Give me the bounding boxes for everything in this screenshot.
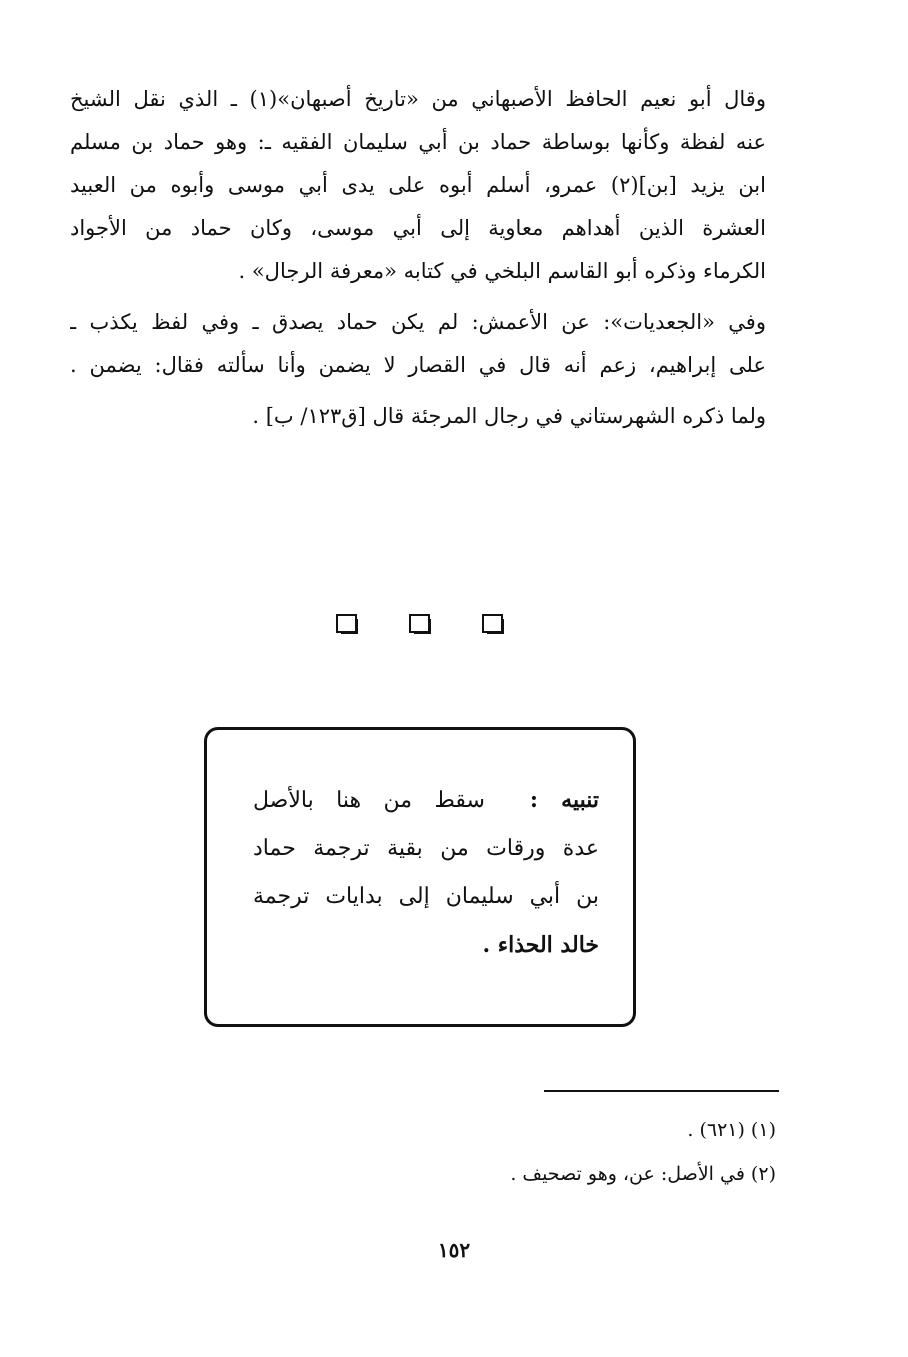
text-line: العشرة الذين أهداهم معاوية إلى أبي موسى، وكان حماد من الأجواد (70, 216, 766, 240)
notice-text (253, 776, 599, 969)
notice-line-1 (253, 776, 599, 825)
notice-line: خالد الحذاء . (482, 932, 599, 958)
footnote-1: (١) (٦٢١) . (687, 1119, 776, 1141)
section-separator (336, 614, 506, 644)
notice-box (204, 727, 636, 1027)
footnotes (300, 1108, 776, 1196)
paragraph-3 (70, 395, 766, 438)
text-line: عنه لفظة وكأنها بوساطة حماد بن أبي سليمان الفقيه ـ: وهو حماد بن مسلم (70, 130, 766, 154)
separator-ornament-icon (336, 614, 360, 636)
separator-ornament-icon (409, 614, 433, 636)
page-number: ١٥٢ (437, 1238, 471, 1262)
text-line: وفي «الجعديات»: عن الأعمش: لم يكن حماد يصدق ـ وفي لفظ يكذب ـ (70, 310, 766, 334)
text-line: وقال أبو نعيم الحافظ الأصبهاني من «تاريخ أصبهان»(١) ـ الذي نقل الشيخ (70, 87, 766, 111)
notice-line-1-text: سقط من هنا بالأصل (253, 788, 485, 813)
text-line: ابن يزيد [بن](٢) عمرو، أسلم أبوه على يدى أبي موسى وأبوه من العبيد (70, 173, 766, 197)
main-text (70, 78, 766, 446)
notice-line: عدة ورقات من بقية ترجمة حماد (253, 836, 599, 861)
notice-label: تنبيه : (529, 787, 599, 813)
separator-ornament-icon (482, 614, 506, 636)
notice-line: بن أبي سليمان إلى بدايات ترجمة (253, 884, 599, 909)
text-line: الكرماء وذكره أبو القاسم البلخي في كتابه «معرفة الرجال» . (238, 259, 766, 283)
text-line: على إبراهيم، زعم أنه قال في القصار لا يضمن وأنا سألته فقال: يضمن . (70, 353, 766, 377)
footnote-2: (٢) في الأصل: عن، وهو تصحيف . (510, 1163, 776, 1185)
text-line: ولما ذكره الشهرستاني في رجال المرجئة قال [ق١٢٣/ ب] . (252, 404, 766, 428)
paragraph-1 (70, 78, 766, 293)
footnote-divider (544, 1090, 779, 1092)
paragraph-2 (70, 301, 766, 387)
